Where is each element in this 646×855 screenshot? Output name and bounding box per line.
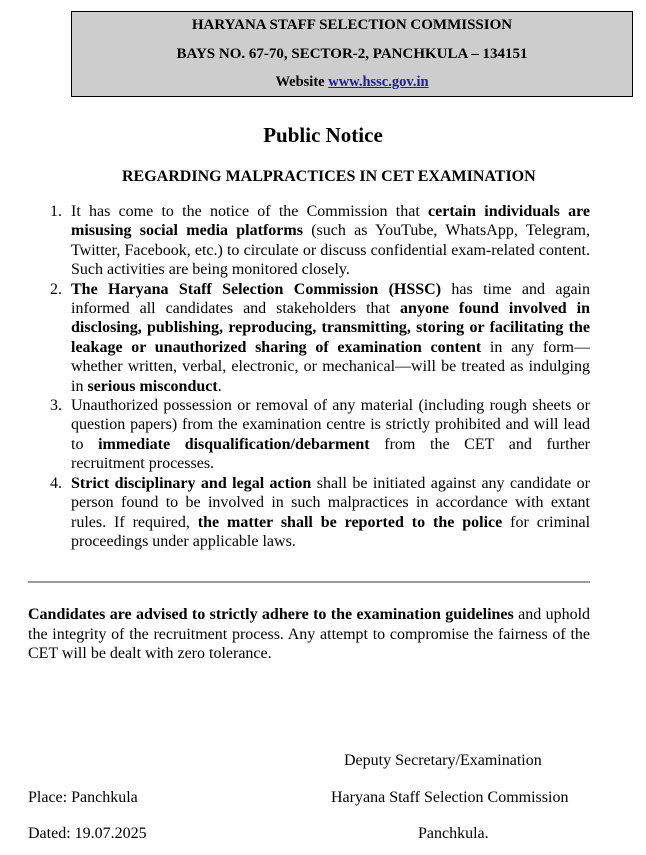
point-2: 2. The Haryana Staff Selection Commission (HSSC) has time and again informed all candidates and stakeholders that anyone found involved in disclosing, publishing, reproducing, transmitting, storing or facilitating the leakage or unauthorized sharing of examination content in any form—whether written, verbal, electronic, or mechanical—will be treated as indulging in serious misconduct. bbox=[50, 280, 591, 395]
website-line bbox=[72, 74, 632, 91]
signatory-city: Panchkula. bbox=[418, 825, 489, 842]
notice-points bbox=[50, 202, 591, 551]
website-label: Website bbox=[275, 74, 329, 90]
commission-name: HARYANA STAFF SELECTION COMMISSION bbox=[191, 17, 513, 33]
candidate-advisory: Candidates are advised to strictly adhere to the examination guidelines and uphold the integrity of the recruitment process. Any attempt to compromise the fairness of the CET will be dealt with zero tolerance. bbox=[28, 606, 591, 662]
notice-subtitle: REGARDING MALPRACTICES IN CET EXAMINATION bbox=[122, 168, 536, 185]
signatory-organization: Haryana Staff Selection Commission bbox=[331, 789, 569, 806]
divider bbox=[28, 581, 590, 583]
point-number: 2. bbox=[50, 280, 62, 298]
point-4: 4. Strict disciplinary and legal action shall be initiated against any candidate or person found to be involved in such malpractices in accordance with extant rules. If required, the matter shall be reported to the police for criminal proceedings under applicable laws. bbox=[50, 474, 591, 550]
point-1: 1. It has come to the notice of the Commission that certain individuals are misusing social media platforms (such as YouTube, WhatsApp, Telegram, Twitter, Facebook, etc.) to circulate or discuss confidential exam-related content. Such activities are being monitored closely. bbox=[50, 203, 591, 279]
point-number: 3. bbox=[50, 397, 62, 415]
signatory-designation: Deputy Secretary/Examination bbox=[344, 752, 542, 769]
place-label: Place: Panchkula bbox=[28, 789, 138, 806]
notice-title: Public Notice bbox=[263, 123, 383, 147]
point-number: 1. bbox=[50, 203, 62, 220]
point-3: 3. Unauthorized possession or removal of any material (including rough sheets or question papers) from the examination centre is strictly prohibited and will lead to immediate disqualification/debarment from the CET and further recruitment processes. bbox=[50, 397, 591, 473]
website-link[interactable]: www.hssc.gov.in bbox=[328, 74, 429, 90]
commission-address: BAYS NO. 67-70, SECTOR-2, PANCHKULA – 134151 bbox=[176, 46, 528, 62]
date-label: Dated: 19.07.2025 bbox=[28, 825, 147, 842]
point-number: 4. bbox=[50, 474, 62, 492]
letterhead bbox=[71, 11, 633, 97]
